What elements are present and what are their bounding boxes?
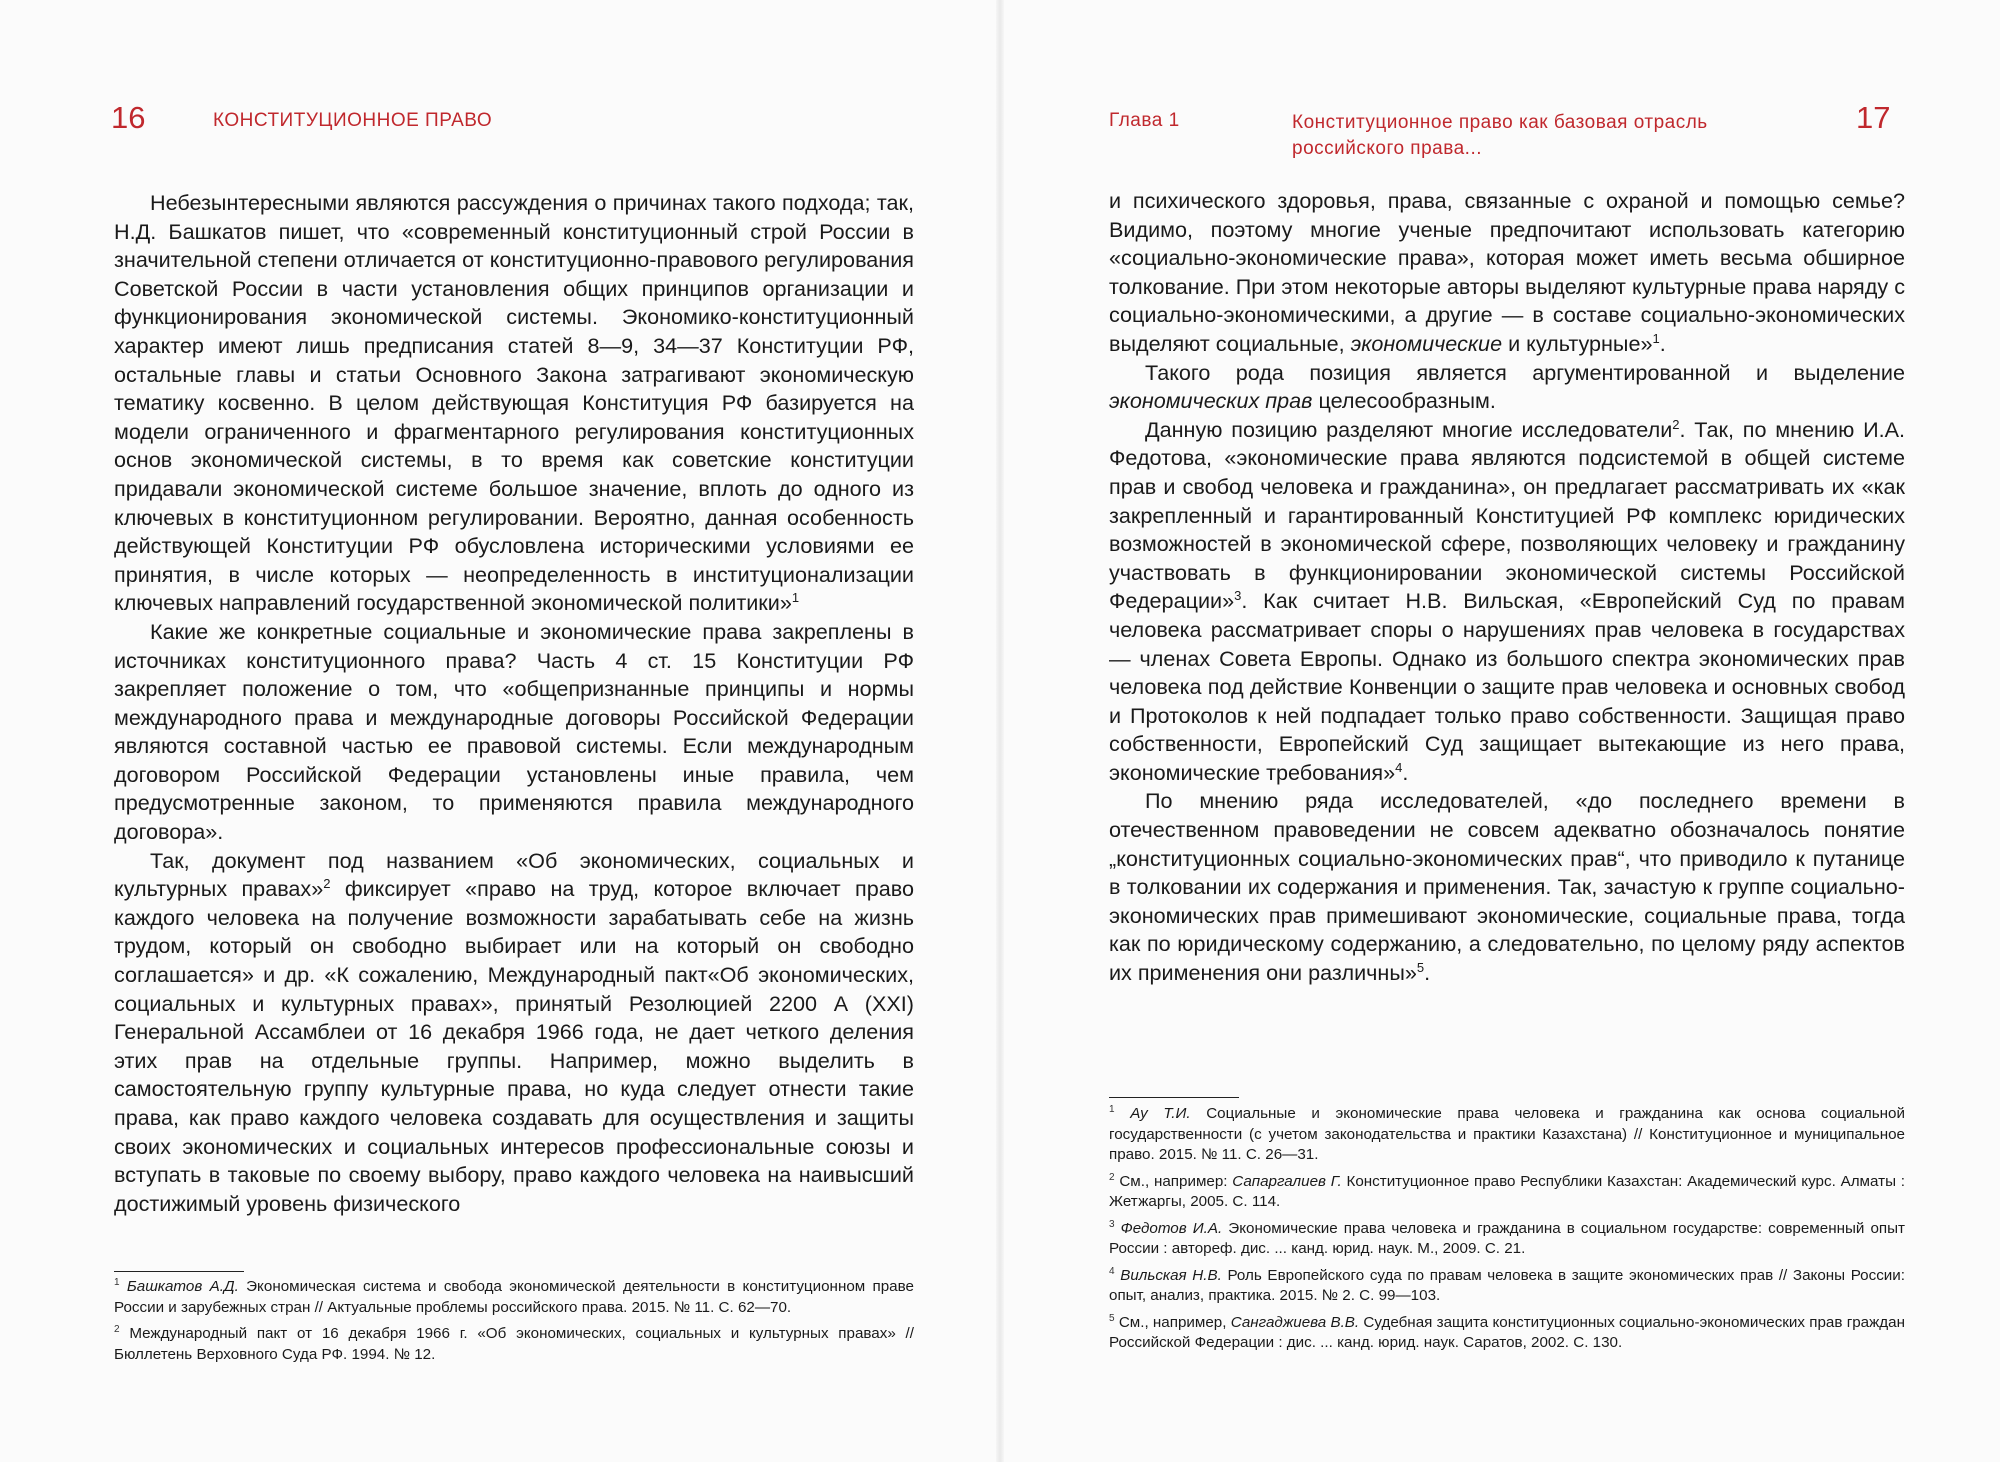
text-run: . Так, по мнению И.А. Федотова, «экономические права являются подсистемой в общей системе прав и свобод человека и гражданина», он предлагает рассматривать их «как закрепленный и гарантированный Конституцией РФ комплекс юридических возможностей в экономической сфере, позволяющих человеку и гражданину участвовать в функционировании экономической системы Российской Федерации» xyxy=(1109,416,1906,614)
footnotes xyxy=(1109,1104,1905,1360)
footnote-marker: 4 xyxy=(1395,759,1403,775)
text-run: Экономическая система и свобода экономической деятельности в конституционном праве России и зарубежных стран // Актуальные проблемы российского права. 2015. № 11. С. 62—70. xyxy=(114,1278,914,1316)
footnotes xyxy=(114,1277,914,1371)
body-text xyxy=(114,189,914,1218)
footnote xyxy=(1109,1172,1905,1213)
italic-text: Вильская Н.В. xyxy=(1120,1266,1222,1284)
footnote xyxy=(114,1277,914,1318)
page-number: 17 xyxy=(1856,100,1891,135)
right-page xyxy=(1000,0,2000,1462)
footnote-marker: 2 xyxy=(114,1323,120,1335)
text-run: По мнению ряда исследователей, «до последнего времени в отечественном правоведении не совсем адекватно обозначалось понятие „конституционных социально-экономических прав“, что приводило к путанице в толковании их содержания и применения. Так, зачастую к группе социально-экономических прав примешивают экономические, социальные права, тогда как по юридическому содержанию, а следовательно, по целому ряду аспектов их применения они различны» xyxy=(1109,788,1905,986)
page-number: 16 xyxy=(111,100,146,135)
italic-text: экономических прав xyxy=(1109,388,1313,414)
paragraph xyxy=(1109,187,1905,359)
italic-text: Сапаргалиев Г. xyxy=(1232,1172,1342,1190)
text-run: Социальные и экономические права человека и гражданина как основа социальной государственности (с учетом законодательства и практики Казахстана) // Конституционное и муниципальное право. 2015. № 11. С. 26—31. xyxy=(1109,1105,1905,1163)
running-head-line1: Конституционное право как базовая отрасль xyxy=(1292,112,1708,133)
running-head xyxy=(1292,110,1708,162)
text-run: целесообразным. xyxy=(1312,388,1496,414)
text-run: Небезынтересными являются рассуждения о причинах такого подхода; так, Н.Д. Башкатов пишет, что «современный конституционный строй России в значительной степени отличается от конституционно-правового регулирования Советской России в части установления общих принципов организации и функционирования экономической системы. Экономико-конституционный характер имеют лишь предписания статей 8—9, 34—37 Конституции РФ, остальные главы и статьи Основного Закона затрагивают экономическую тематику косвенно. В целом действующая Конституция РФ базируется на модели ограниченного и фрагментарного регулирования конституционных основ экономической системы, в то время как советские конституции придавали экономической системе большое значение, вплоть до одного из ключевых в конституционном регулировании. Вероятно, данная особенность действующей Конституции РФ обусловлена историческими условиями ее принятия, в числе которых — неопределенность в институционализации ключевых направлений государственной экономической политики» xyxy=(114,190,914,616)
italic-text: Башкатов А.Д. xyxy=(126,1278,239,1295)
footnote-marker: 1 xyxy=(1652,330,1660,346)
text-run: Так, документ под названием «Об экономических, социальных и культурных правах» xyxy=(114,847,914,902)
text-run: . Как считает Н.В. Вильская, «Европейский Суд по правам человека рассматривает споры о нарушениях прав человека в государствах — членах Совета Европы. Однако из большого спектра экономических прав человека под действие Конвенции о защите прав человека и основных свобод и Протоколов к ней подпадает только право собственности. Защищая право собственности, Европейский Суд защищает вытекающие из него права, экономические требования» xyxy=(1109,588,1905,785)
footnote xyxy=(1109,1104,1905,1166)
text-run: Такого рода позиция является аргументированной и выделение xyxy=(1145,359,1905,385)
paragraph xyxy=(114,189,914,618)
italic-text: экономические xyxy=(1350,330,1503,356)
footnote-marker: 2 xyxy=(323,876,331,892)
footnote xyxy=(114,1324,914,1365)
footnote-marker: 3 xyxy=(1109,1218,1115,1230)
footnote-marker: 3 xyxy=(1234,588,1242,604)
text-run: Международный пакт от 16 декабря 1966 г. «Об экономических, социальных и культурных правах» // Бюллетень Верховного Суда РФ. 1994. № 12. xyxy=(114,1325,914,1363)
text-run: и психического здоровья, права, связанные с охраной и помощью семье? Видимо, поэтому многие ученые предпочитают использовать категорию «социально-экономические права», которая может иметь весьма обширное толкование. При этом некоторые авторы выделяют культурные права наряду с социально-экономическими, а другие — в составе социально-экономических выделяют социальные, xyxy=(1109,188,1905,356)
text-run: Какие же конкретные социальные и экономические права закреплены в источниках конституционного права? Часть 4 ст. 15 Конституции РФ закрепляет положение о том, что «общепризнанные принципы и нормы международного права и международные договоры Российской Федерации являются составной частью ее правовой системы. Если международным договором Российской Федерации установлены иные правила, чем предусмотренные законом, то применяются правила международного договора». xyxy=(114,618,914,845)
text-run: Данную позицию разделяют многие исследователи xyxy=(1145,416,1673,442)
italic-text: Ау Т.И. xyxy=(1130,1105,1191,1122)
italic-text: Федотов И.А. xyxy=(1120,1219,1223,1237)
footnote-rule xyxy=(1109,1097,1239,1098)
text-run: и культурные» xyxy=(1502,330,1653,356)
footnote-rule xyxy=(114,1271,244,1272)
text-run: фиксирует «право на труд, которое включает право каждого человека на получение возможности зарабатывать себе на жизнь трудом, который он свободно выбирает или на который он свободно соглашается» и др. «К сожалению, Международный пакт«Об экономических, социальных и культурных правах», принятый Резолюцией 2200 А (XXI) Генеральной Ассамблеи от 16 декабря 1966 года, не дает четкого деления этих прав на отдельные группы. Например, можно выделить в самостоятельную группу культурные права, но куда следует отнести такие права, как право каждого человека создавать для осуществления и защиты своих экономических и социальных интересов профессиональные союзы и вступать в таковые по своему выбору, право каждого человека на наивысший достижимый уровень физического xyxy=(114,876,914,1216)
text-run: См., например: xyxy=(1114,1172,1233,1190)
text-run: Судебная защита конституционных социально-экономических прав граждан Российской Федерации : дис. ... канд. юрид. наук. Саратов, 2002. С. 130. xyxy=(1109,1313,1905,1351)
text-run xyxy=(1115,1105,1131,1122)
footnote xyxy=(1109,1313,1905,1354)
paragraph xyxy=(1109,359,1905,416)
italic-text: Сангаджиева В.В. xyxy=(1230,1313,1360,1331)
footnote-marker: 1 xyxy=(791,590,800,606)
text-run: . xyxy=(1659,330,1666,356)
paragraph xyxy=(114,618,914,847)
footnote-marker: 5 xyxy=(1416,959,1425,975)
body-text xyxy=(1109,187,1905,988)
text-run: Роль Европейского суда по правам человека в защите экономических прав // Законы России: опыт, анализ, практика. 2015. № 2. С. 99—103. xyxy=(1109,1266,1905,1304)
running-head-line2: российского права... xyxy=(1292,138,1483,159)
footnote-marker: 5 xyxy=(1109,1312,1115,1324)
footnote-marker: 1 xyxy=(1109,1103,1115,1115)
footnote-marker: 2 xyxy=(1109,1171,1115,1183)
text-run: См., например, xyxy=(1114,1313,1231,1331)
footnote-marker: 4 xyxy=(1109,1265,1115,1277)
footnote xyxy=(1109,1266,1905,1307)
paragraph xyxy=(1109,416,1905,788)
text-run xyxy=(120,1278,127,1295)
footnote-marker: 2 xyxy=(1672,416,1680,432)
footnote-marker: 1 xyxy=(114,1276,120,1288)
text-run: Конституционное право Республики Казахстан: Академический курс. Алматы : Жетжаргы, 2005. С. 114. xyxy=(1109,1172,1905,1210)
footnote xyxy=(1109,1219,1905,1260)
running-head: КОНСТИТУЦИОННОЕ ПРАВО xyxy=(213,110,493,131)
chapter-label: Глава 1 xyxy=(1109,110,1180,131)
paragraph xyxy=(1109,787,1905,987)
paragraph xyxy=(114,847,914,1219)
text-run: . xyxy=(1424,960,1431,986)
text-run: Экономические права человека и гражданина в социальном государстве: современный опыт России : автореф. дис. ... канд. юрид. наук. М., 2009. С. 21. xyxy=(1109,1219,1905,1257)
text-run: . xyxy=(1402,759,1409,785)
